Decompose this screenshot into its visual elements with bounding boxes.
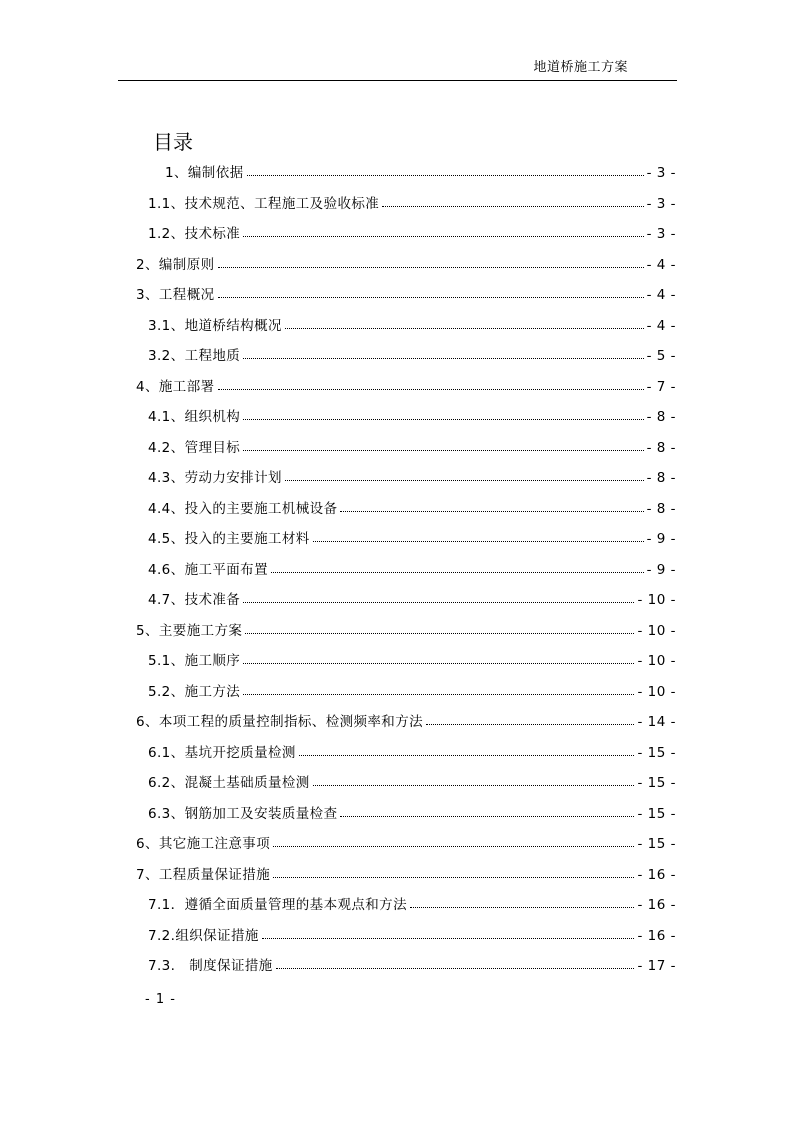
toc-entry-label: 1.1、技术规范、工程施工及验收标准 [148,195,380,212]
toc-entry-page: - 16 - [637,927,676,944]
toc-entry-label: 7.3. 制度保证措施 [148,958,273,974]
dot-leader [243,419,643,420]
toc-entry-label: 6、其它施工注意事项 [136,836,271,852]
dot-leader [245,633,634,634]
toc-entry[interactable] [148,218,676,242]
dot-leader [273,877,634,878]
toc-entry-page: - 14 - [637,714,676,730]
toc-entry-label: 1.2、技术标准 [148,226,241,242]
toc-entry-page: - 4 - [646,256,676,273]
toc-entry-label: 3.2、工程地质 [148,348,241,364]
dot-leader [218,297,644,298]
toc-entry-page: - 8 - [646,500,676,517]
toc-entry-label: 4.5、投入的主要施工材料 [148,531,310,547]
dot-leader [271,572,644,573]
dot-leader [243,358,643,359]
toc-entry-label: 5.1、施工顺序 [148,653,241,669]
toc-entry[interactable] [148,188,676,212]
toc-entry[interactable] [148,554,676,578]
dot-leader [218,267,644,268]
toc-entry-label: 3.1、地道桥结构概况 [148,317,282,334]
toc-entry-label: 4.6、施工平面布置 [148,561,268,578]
toc-entry-page: - 5 - [646,348,676,364]
toc-entry-page: - 8 - [646,470,676,486]
toc-entry-label: 5.2、施工方法 [148,683,241,700]
toc-entry-page: - 3 - [646,165,676,181]
toc-entry-page: - 15 - [637,775,676,791]
toc-entry-label: 1、编制依据 [165,165,244,181]
toc-entry-label: 4.1、组织机构 [148,409,241,425]
toc-entry-label: 5、主要施工方案 [136,622,243,639]
toc-entry-page: - 16 - [637,897,676,913]
toc-entry[interactable] [148,737,676,761]
toc-entry[interactable] [148,950,676,974]
toc-entry-label: 2、编制原则 [136,256,215,273]
toc-entry[interactable] [136,615,676,639]
toc-entry-page: - 4 - [646,287,676,303]
toc-entry[interactable] [148,676,676,700]
dot-leader [426,724,634,725]
toc-entry-page: - 16 - [637,866,676,883]
dot-leader [313,541,644,542]
toc-entry-page: - 4 - [646,317,676,334]
toc-entry[interactable] [148,645,676,669]
running-header-title: 地道桥施工方案 [533,60,628,75]
toc-entry-label: 4、施工部署 [136,378,215,395]
toc-entry[interactable] [148,401,676,425]
toc-entry-page: - 10 - [637,592,676,608]
toc-entry-page: - 3 - [646,195,676,212]
dot-leader [340,816,634,817]
toc-entry[interactable] [148,798,676,822]
dot-leader [340,511,643,512]
toc-entry[interactable] [148,432,676,456]
toc-entry[interactable] [148,523,676,547]
toc-entry-page: - 10 - [637,622,676,639]
toc-entry[interactable] [148,767,676,791]
toc-entry[interactable] [148,310,676,334]
dot-leader [313,785,635,786]
toc-entry[interactable] [165,157,676,181]
toc-entry-label: 3、工程概况 [136,287,215,303]
toc-entry[interactable] [148,493,676,517]
toc-entry-label: 4.4、投入的主要施工机械设备 [148,500,338,517]
dot-leader [273,846,634,847]
dot-leader [285,480,644,481]
toc-entry-page: - 17 - [637,958,676,974]
toc-entry-label: 7.1．遵循全面质量管理的基本观点和方法 [148,897,407,913]
toc-entry-label: 6.3、钢筋加工及安装质量检查 [148,805,338,822]
toc-entry-page: - 9 - [646,561,676,578]
toc-entry[interactable] [148,889,676,913]
dot-leader [262,938,635,939]
toc-entry-label: 7.2.组织保证措施 [148,927,259,944]
dot-leader [218,389,644,390]
toc-entry[interactable] [148,584,676,608]
toc-entry-page: - 15 - [637,805,676,822]
toc-entry-page: - 10 - [637,653,676,669]
toc-entry[interactable] [136,279,676,303]
toc-entry-label: 4.7、技术准备 [148,592,241,608]
toc-entry-label: 6.2、混凝土基础质量检测 [148,775,310,791]
toc-entry-page: - 15 - [637,744,676,761]
toc-entry[interactable] [148,920,676,944]
header-divider [118,80,677,81]
dot-leader [243,236,643,237]
dot-leader [243,602,634,603]
dot-leader [243,450,643,451]
dot-leader [243,663,634,664]
toc-entry-label: 6.1、基坑开挖质量检测 [148,744,296,761]
toc-title: 目录 [153,130,193,154]
toc-entry[interactable] [136,859,676,883]
dot-leader [410,907,635,908]
dot-leader [285,328,644,329]
dot-leader [299,755,635,756]
toc-entry[interactable] [136,828,676,852]
dot-leader [276,968,635,969]
dot-leader [382,206,643,207]
toc-entry[interactable] [136,706,676,730]
toc-entry-label: 4.2、管理目标 [148,439,241,456]
toc-entry[interactable] [148,462,676,486]
toc-entry-page: - 7 - [646,378,676,395]
toc-entry[interactable] [136,249,676,273]
toc-entry-label: 4.3、劳动力安排计划 [148,470,282,486]
toc-entry-page: - 10 - [637,683,676,700]
footer-page-number: - 1 - [145,992,176,1007]
toc-entry-page: - 8 - [646,439,676,456]
toc-entry-page: - 15 - [637,836,676,852]
toc-entry-label: 6、本项工程的质量控制指标、检测频率和方法 [136,714,423,730]
toc-entry-label: 7、工程质量保证措施 [136,866,271,883]
dot-leader [247,175,644,176]
toc-entry[interactable] [136,371,676,395]
toc-entry[interactable] [148,340,676,364]
toc-entry-page: - 3 - [646,226,676,242]
toc-entry-page: - 9 - [646,531,676,547]
toc-entry-page: - 8 - [646,409,676,425]
dot-leader [243,694,634,695]
